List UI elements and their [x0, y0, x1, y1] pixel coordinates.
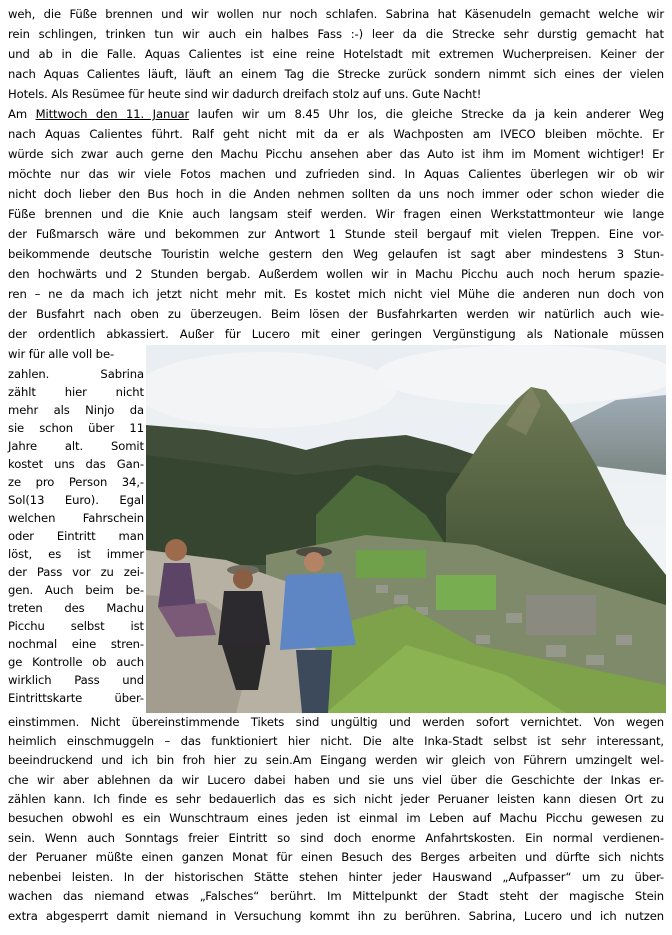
date-line: [8, 104, 664, 124]
text-line: möchte nur das wir viele Fotos machen und zufrieden sind. In Aquas Calientes überlegen wir ob wir: [8, 167, 664, 181]
text-line: Picchu selbst ist: [8, 619, 144, 633]
text-line: der Peruaner müßte einen ganzen Monat für einen Besuch des Berges arbeiten und dürfte sich nichts: [8, 850, 664, 864]
text-line: Hotels. Als Resümee für heute sind wir dadurch dreifach stolz auf uns. Gute Nacht!: [8, 87, 482, 101]
text-line: den hochwärts und 2 Stunden bergab. Außerdem wollen wir in Machu Picchu auch noch herum spazie-: [8, 267, 664, 281]
text-line: einstimmen. Nicht übereinstimmende Tikets sind ungültig und werden sofort vernichtet. Von wegen: [8, 715, 664, 729]
text-line: nach Aquas Calientes führt. Ralf geht nicht mit da er als Wachposten am IVECO bleiben möchte. Er: [8, 127, 664, 141]
text-line: der Fußmarsch wäre und bekommen zur Antwort 1 Stunde steil bergauf mit vielen Treppen. Eine vor-: [8, 227, 664, 241]
text-line: ze pro Person 34,-: [8, 475, 144, 489]
date-prefix: Am: [8, 107, 36, 121]
text-line: besuchen obwohl es ein Wunschtraum eines jeden ist einmal im Leben auf Machu Picchu gewesen zu: [8, 811, 664, 825]
text-line: treten des Machu: [8, 601, 144, 615]
text-line: Jahre alt. Somit: [8, 439, 144, 453]
text-line: kostet uns das Gan-: [8, 457, 144, 471]
text-line: wirklich Pass und: [8, 673, 144, 687]
text-line: der Busfahrt nach oben zu überzeugen. Beim lösen der Busfahrkarten werden wir natürlich auch wie-: [8, 307, 664, 321]
text-line: gen. Auch beim be-: [8, 583, 144, 597]
text-line: beeindruckend und ich bin froh hier zu sein.Am Eingang werden wir gleich von Führern umzingelt wel-: [8, 753, 664, 767]
machu-picchu-photo: [146, 345, 666, 713]
text-line: der Pass vor zu zei-: [8, 565, 144, 579]
text-line: beikommende deutsche Touristin welche gestern den Weg gelaufen ist sagt aber mindestens 3 Stun-: [8, 247, 664, 261]
text-line: nebenbei leisten. In der historischen Stätte stehen hinter jeder Hauswand „Aufpasser“ um zu über-: [8, 870, 664, 884]
text-line: zahlen. Sabrina: [8, 367, 144, 381]
text-line: und ab in die Falle. Aquas Calientes ist eine reine Hotelstadt mit extremen Wucherpreisen. Keiner der: [8, 47, 664, 61]
text-line: wachen das niemand etwas „Falsches“ berührt. Im Mittelpunkt der Stadt steht der magische Stein: [8, 889, 664, 903]
text-line: würde sich zwar auch gerne den Machu Picchu ansehen aber das Auto ist ihm im Moment wichtiger! Er: [8, 147, 664, 161]
text-line: extra abgesperrt damit niemand in Versuchung kommt ihn zu berühren. Sabrina, Lucero und ich nutzen: [8, 909, 664, 923]
text-line: weh, die Füße brennen und wir wollen nur noch schlafen. Sabrina hat Käsenudeln gemacht welche wir: [8, 7, 664, 21]
text-line: wir für alle voll be-: [8, 347, 115, 361]
text-line: sein. Wenn auch Sonntags freier Eintritt so sind doch enorme Anfahrtskosten. Ein normal verdienen-: [8, 831, 664, 845]
text-line: nochmal eine stren-: [8, 637, 144, 651]
text-line: löst, es ist immer: [8, 547, 144, 561]
text-line: Füße brennen und die Knie auch langsam steif werden. Wir fragen einen Werkstattmonteur wie lange: [8, 207, 664, 221]
text-line: zählt hier nicht: [8, 385, 144, 399]
text-line: Sol(13 Euro). Egal: [8, 493, 144, 507]
text-line: ren – ne da mach ich jetzt nicht mehr mit. Es kostet mich nicht viel Mühe die anderen nun doch von: [8, 287, 664, 301]
text-line: oder Eintritt man: [8, 529, 144, 543]
text-line: nach Aquas Calientes läuft, läuft an einem Tag die Strecke zurück sondern nimmt sich eines der vielen: [8, 67, 664, 81]
photo-illustration: [146, 345, 666, 713]
text-line: welchen Fahrschein: [8, 511, 144, 525]
text-line: Eintrittskarte über-: [8, 691, 144, 705]
text-line: mehr als Ninjo da: [8, 403, 144, 417]
text-line: sie schon über 11: [8, 421, 144, 435]
date-line-rest: laufen wir um 8.45 Uhr los, die gleiche Strecke da ja kein anderer Weg: [189, 107, 664, 121]
date-underlined: Mittwoch den 11. Januar: [35, 107, 190, 121]
text-line: che wir aber ablehnen da wir Lucero dabei haben und sie uns viel über die Geschichte der Inkas er-: [8, 773, 664, 787]
text-line: zählen kann. Ich finde es sehr bedauerlich das es sich nicht jeder Peruaner leisten kann diesen Ort zu: [8, 792, 664, 806]
text-line: ge Kontrolle ob auch: [8, 655, 144, 669]
text-line: nicht doch lieber den Bus hoch in die Anden nehmen sollten da uns noch immer oder schon wieder die: [8, 187, 664, 201]
text-line: rein schlingen, trinken tun wir auch ein halbes Fass :-) leer da die Strecke sehr durstig gemacht hat: [8, 27, 664, 41]
text-line: der ordentlich abkassiert. Außer für Lucero mit einer geringen Vergünstigung als Nationale müssen: [8, 327, 664, 341]
text-line: heimlich einschmuggeln – das funktioniert hier nicht. Die alte Inka-Stadt selbst ist sehr interessant,: [8, 734, 664, 748]
